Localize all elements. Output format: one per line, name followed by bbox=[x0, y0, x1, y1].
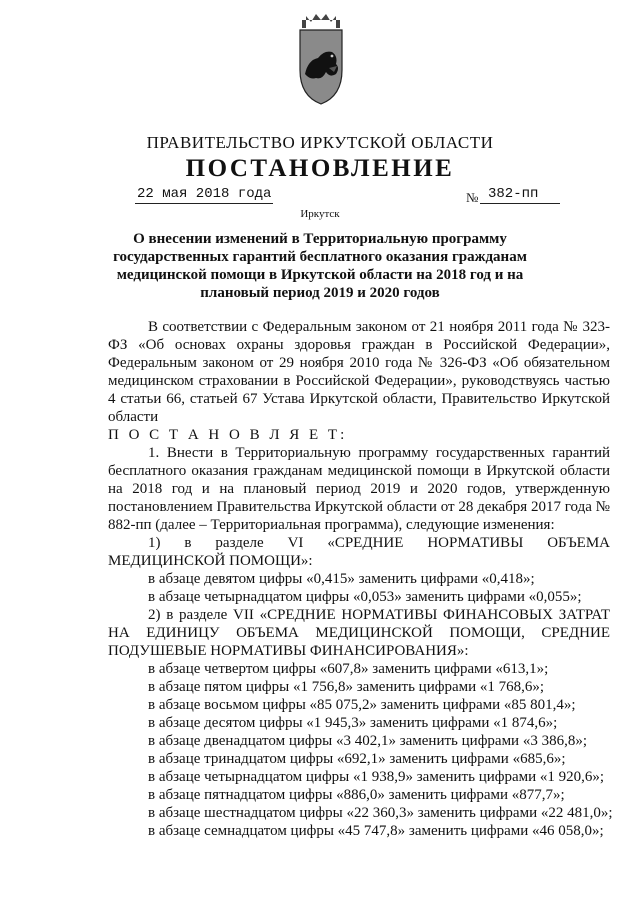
subitem-1-line: в абзаце четырнадцатом цифры «0,053» заменить цифрами «0,055»; bbox=[148, 589, 582, 605]
document-heading: О внесении изменений в Территориальную программу государственных гарантий бесплатного оказания гражданам медицинской помощи в Иркутской области на 2018 год и на плановый период 2019 и 2020 годов bbox=[113, 231, 527, 301]
city: Иркутск bbox=[300, 208, 340, 220]
number-label: № bbox=[466, 190, 479, 205]
subitem-2: 2) в разделе VII «СРЕДНИЕ НОРМАТИВЫ ФИНАНСОВЫХ ЗАТРАТ НА ЕДИНИЦУ ОБЪЕМА МЕДИЦИНСКОЙ ПОМОЩИ, СРЕДНИЕ ПОДУШЕВЫЕ НОРМАТИВЫ ФИНАНСИРОВАНИЯ»: bbox=[108, 607, 610, 659]
document-number: 382-пп bbox=[480, 186, 560, 204]
subitem-2-line: в абзаце десятом цифры «1 945,3» заменить цифрами «1 874,6»; bbox=[148, 715, 558, 731]
subitem-2-line: в абзаце шестнадцатом цифры «22 360,3» заменить цифрами «22 481,0»; bbox=[148, 805, 613, 821]
document-date: 22 мая 2018 года bbox=[137, 186, 272, 202]
subitem-2-line: в абзаце восьмом цифры «85 075,2» заменить цифрами «85 801,4»; bbox=[148, 697, 576, 713]
government-name: ПРАВИТЕЛЬСТВО ИРКУТСКОЙ ОБЛАСТИ bbox=[146, 133, 494, 152]
subitem-1: 1) в разделе VI «СРЕДНИЕ НОРМАТИВЫ ОБЪЕМА МЕДИЦИНСКОЙ ПОМОЩИ»: bbox=[108, 535, 610, 569]
preamble: В соответствии с Федеральным законом от 21 ноября 2011 года № 323-ФЗ «Об основах охраны здоровья граждан в Российской Федерации», Федеральным законом от 29 ноября 2010 года № 326-ФЗ «Об обязательном медицинском страховании в Российской Федерации», руководствуясь частью 4 статьи 66, статьей 67 Устава Иркутской области, Правительство Иркутской области bbox=[108, 319, 610, 425]
subitem-2-line: в абзаце семнадцатом цифры «45 747,8» заменить цифрами «46 058,0»; bbox=[148, 823, 604, 839]
coat-of-arms-icon bbox=[296, 8, 346, 106]
subitem-2-line: в абзаце тринадцатом цифры «692,1» заменить цифрами «685,6»; bbox=[148, 751, 566, 767]
document-type: ПОСТАНОВЛЕНИЕ bbox=[185, 155, 455, 182]
document-body bbox=[108, 318, 613, 840]
item-1: 1. Внести в Территориальную программу государственных гарантий бесплатного оказания гражданам медицинской помощи в Иркутской области на 2018 год и на плановый период 2019 и 2020 годов, утвержденную постановлением Правительства Иркутской области от 28 декабря 2017 года № 882-пп (далее – Территориальная программа), следующие изменения: bbox=[108, 445, 610, 533]
subitem-2-line: в абзаце двенадцатом цифры «3 402,1» заменить цифрами «3 386,8»; bbox=[148, 733, 588, 749]
subitem-2-line: в абзаце четвертом цифры «607,8» заменить цифрами «613,1»; bbox=[148, 661, 549, 677]
decree-word: П О С Т А Н О В Л Я Е Т: bbox=[108, 427, 348, 443]
subitem-2-line: в абзаце четырнадцатом цифры «1 938,9» заменить цифрами «1 920,6»; bbox=[148, 769, 605, 785]
subitem-2-line: в абзаце пятнадцатом цифры «886,0» заменить цифрами «877,7»; bbox=[148, 787, 565, 803]
subitem-2-line: в абзаце пятом цифры «1 756,8» заменить цифрами «1 768,6»; bbox=[148, 679, 545, 695]
subitem-1-line: в абзаце девятом цифры «0,415» заменить цифрами «0,418»; bbox=[148, 571, 535, 587]
